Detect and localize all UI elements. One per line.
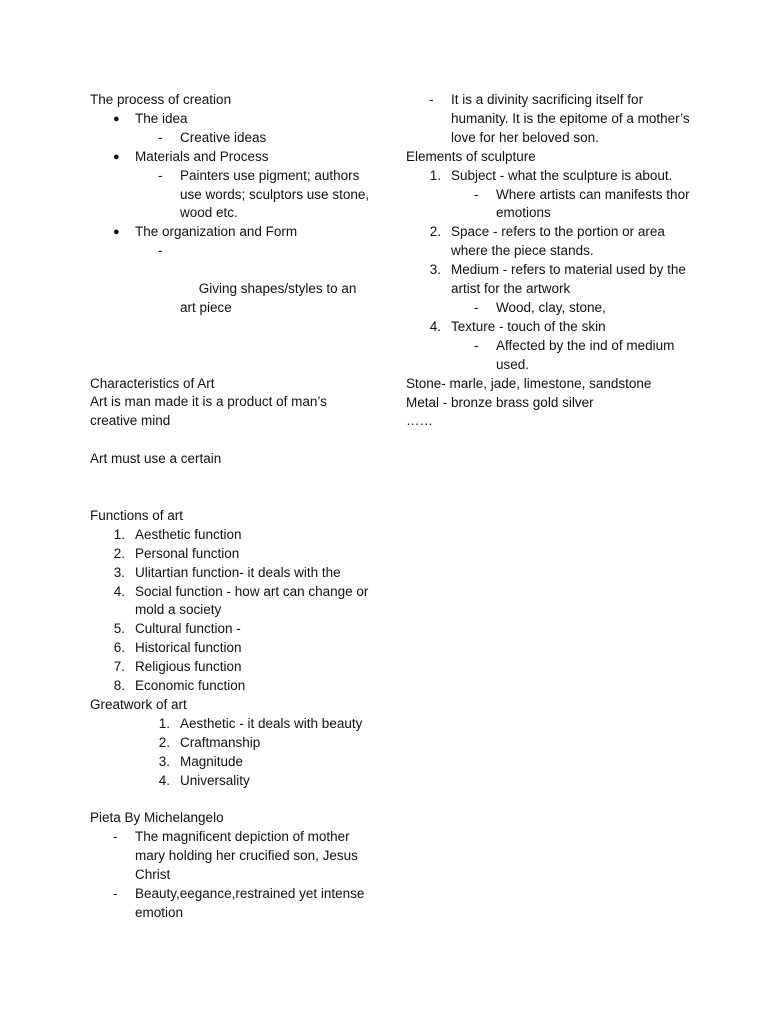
sub-list-item-text: Affected by the ind of medium used. xyxy=(496,337,675,372)
dash-item-text: Beauty,eegance,restrained yet intense emotion xyxy=(135,886,365,920)
numbered-item xyxy=(406,318,691,337)
functions-heading: Functions of art xyxy=(90,507,184,523)
item-number: 1. xyxy=(429,167,441,183)
item-text: Universality xyxy=(180,772,250,788)
sub-list-item-text: Giving shapes/styles to an art piece xyxy=(180,281,361,315)
numbered-item xyxy=(90,753,370,772)
ellipsis: …… xyxy=(406,413,433,429)
sub-list-item xyxy=(406,337,691,375)
art-must-text: Art must use a certain xyxy=(90,451,222,467)
dash-item xyxy=(406,91,691,148)
spacer xyxy=(90,337,370,375)
numbered-item xyxy=(90,583,370,621)
dash-icon: - xyxy=(474,186,479,202)
dash-icon: - xyxy=(429,92,434,107)
numbered-item xyxy=(90,715,370,734)
stone-line: Stone- marle, jade, limestone, sandstone xyxy=(406,375,652,391)
characteristics-text: Art is man made it is a product of man’s creative mind xyxy=(90,394,327,429)
numbered-item xyxy=(90,620,370,639)
sub-list-item xyxy=(90,242,370,337)
dash-item-text: The magnificent depiction of mother mary holding her crucified son, Jesus Christ xyxy=(135,829,358,883)
item-number: 4. xyxy=(113,583,125,599)
list-item xyxy=(90,223,370,242)
greatwork-list xyxy=(90,715,370,791)
sub-list-item xyxy=(406,299,691,318)
item-text: Historical function xyxy=(135,640,242,656)
left-column xyxy=(90,91,370,923)
numbered-item xyxy=(90,564,370,583)
bullet-icon: ● xyxy=(113,112,120,125)
item-number: 5. xyxy=(113,621,125,637)
list-item xyxy=(90,148,370,167)
item-text: Medium - refers to material used by the artist for the artwork xyxy=(451,262,686,297)
sub-list-item xyxy=(406,186,691,224)
sub-list-item-text: Creative ideas xyxy=(180,129,267,145)
creation-heading: The process of creation xyxy=(90,92,232,107)
item-number: 1. xyxy=(158,715,170,731)
item-text: Cultural function - xyxy=(135,621,241,637)
list-item xyxy=(90,110,370,129)
sub-list-item-text: Painters use pigment; authors use words; sculptors use stone, wood etc. xyxy=(180,167,370,221)
item-text: Religious function xyxy=(135,659,242,675)
item-number: 3. xyxy=(429,262,441,278)
item-text: Subject - what the sculpture is about. xyxy=(451,167,673,183)
item-number: 2. xyxy=(158,734,170,750)
spacer xyxy=(90,790,370,809)
right-column xyxy=(406,91,691,431)
dash-icon: - xyxy=(474,337,479,353)
item-number: 4. xyxy=(429,318,441,334)
item-text: Craftmanship xyxy=(180,734,261,750)
dash-icon: - xyxy=(113,886,118,901)
numbered-item xyxy=(406,261,691,299)
item-text: Personal function xyxy=(135,545,240,561)
characteristics-heading: Characteristics of Art xyxy=(90,375,215,391)
dash-item xyxy=(90,885,370,923)
numbered-item xyxy=(90,734,370,753)
item-text: Aesthetic - it deals with beauty xyxy=(180,715,363,731)
greatwork-heading: Greatwork of art xyxy=(90,696,187,712)
item-text: Social function - how art can change or mold a society xyxy=(135,583,369,618)
dash-icon: - xyxy=(158,167,163,183)
item-number: 7. xyxy=(113,659,125,675)
dash-item xyxy=(90,828,370,885)
pieta-heading: Pieta By Michelangelo xyxy=(90,810,224,826)
sub-list-item xyxy=(90,167,370,224)
item-number: 2. xyxy=(113,545,125,561)
numbered-item xyxy=(406,223,691,261)
item-number: 3. xyxy=(113,564,125,580)
elements-heading: Elements of sculpture xyxy=(406,148,536,164)
dash-icon: - xyxy=(113,829,118,845)
item-text: Ulitartian function- it deals with the xyxy=(135,564,341,580)
list-item-text: The organization and Form xyxy=(135,224,298,240)
item-text: Texture - touch of the skin xyxy=(451,318,606,334)
item-number: 8. xyxy=(113,678,125,694)
numbered-item xyxy=(90,658,370,677)
item-text: Space - refers to the portion or area where the piece stands. xyxy=(451,224,665,259)
item-number: 1. xyxy=(113,526,125,542)
dash-icon: - xyxy=(158,243,163,259)
dash-icon: - xyxy=(158,129,163,145)
sub-list-item-text: Where artists can manifests thor emotions xyxy=(496,186,690,221)
spacer xyxy=(90,431,370,450)
item-text: Magnitude xyxy=(180,753,244,769)
list-item-text: The idea xyxy=(135,110,188,126)
bullet-icon: ● xyxy=(113,226,120,239)
numbered-item xyxy=(90,772,370,791)
item-number: 3. xyxy=(158,753,170,769)
item-number: 6. xyxy=(113,640,125,656)
numbered-item xyxy=(90,639,370,658)
numbered-item xyxy=(90,677,370,696)
spacer xyxy=(90,469,370,507)
metal-line: Metal - bronze brass gold silver xyxy=(406,394,594,410)
dash-item-text: It is a divinity sacrificing itself for humanity. It is the epitome of a mother’s love for her beloved son. xyxy=(451,92,690,145)
bullet-icon: ● xyxy=(113,150,120,163)
dash-icon: - xyxy=(474,299,479,315)
item-number: 2. xyxy=(429,224,441,240)
functions-list xyxy=(90,526,370,696)
sub-list-item-text: Wood, clay, stone, xyxy=(496,299,606,315)
numbered-item xyxy=(90,545,370,564)
item-text: Economic function xyxy=(135,678,246,694)
item-text: Aesthetic function xyxy=(135,526,242,542)
list-item-text: Materials and Process xyxy=(135,148,269,164)
numbered-item xyxy=(406,167,691,186)
item-number: 4. xyxy=(158,772,170,788)
numbered-item xyxy=(90,526,370,545)
sub-list-item xyxy=(90,129,370,148)
